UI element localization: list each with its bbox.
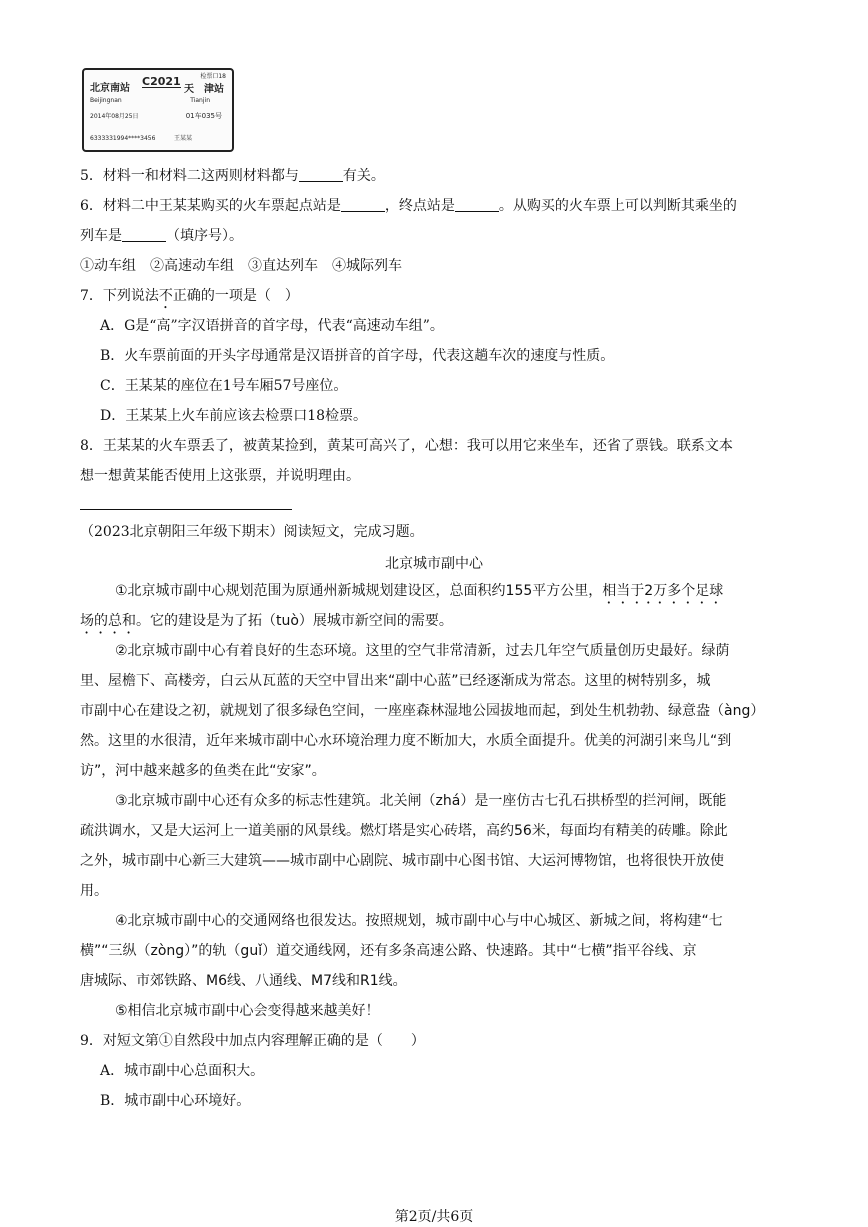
q6-text-b: ，终点站是 bbox=[384, 198, 455, 214]
article-p2-line1: ②北京城市副中心有着良好的生态环境。这里的空气非常清新，过去几年空气质量创历史最好。绿荫 bbox=[115, 643, 730, 659]
q6-options: ①动车组 ②高速动车组 ③直达列车 ④城际列车 bbox=[80, 258, 402, 274]
article-p3-line4: 用。 bbox=[80, 883, 108, 899]
q5-text-end: 有关。 bbox=[342, 168, 385, 184]
q9-option-b: B．城市副中心环境好。 bbox=[100, 1093, 251, 1109]
q7-option-a: A．G是“高”字汉语拼音的首字母，代表“高速动车组”。 bbox=[100, 318, 444, 334]
q6-text: 6．材料二中王某某购买的火车票起点站是 bbox=[80, 198, 341, 214]
q7-option-b: B．火车票前面的开头字母通常是汉语拼音的首字母，代表这趟车次的速度与性质。 bbox=[100, 348, 615, 364]
q6-line2-end: （填序号）。 bbox=[166, 228, 243, 244]
question-9: 9．对短文第①自然段中加点内容理解正确的是（ ） bbox=[80, 1033, 425, 1049]
ticket-passenger-name: 王某某 bbox=[173, 135, 192, 142]
article-p2-line5: 访”，河中越来越多的鱼类在此“安家”。 bbox=[80, 763, 326, 779]
article-p4-line2: 横”“三纵（zòng）”的轨（guǐ）道交通线网，还有多条高速公路、快速路。其中“七横”指平谷线、京 bbox=[80, 943, 697, 959]
answer-blank bbox=[455, 197, 499, 212]
question-6 bbox=[80, 197, 737, 215]
article-p4-line1: ④北京城市副中心的交通网络也很发达。按照规划，城市副中心与中心城区、新城之间，将构建“七 bbox=[115, 913, 723, 929]
article-p2-line3: 市副中心在建设之初，就规划了很多绿色空间，一座座森林湿地公园拔地而起，到处生机勃勃、绿意盎（àng） bbox=[80, 703, 765, 719]
ticket-id-number: 6333331994****3456 bbox=[90, 135, 156, 142]
q6-line2-text: 列车是 bbox=[80, 228, 122, 244]
article-p5: ⑤相信北京城市副中心会变得越来越美好！ bbox=[115, 1003, 380, 1019]
ticket-seat: 01车035号 bbox=[185, 112, 222, 120]
q7-stem-end: 正确的一项是（ ） bbox=[172, 288, 299, 304]
question-8-line2: 想一想黄某能否使用上这张票，并说明理由。 bbox=[80, 468, 360, 484]
q7-stem: 7．下列说法 bbox=[80, 288, 159, 304]
q7-option-c: C．王某某的座位在1号车厢57号座位。 bbox=[100, 378, 348, 394]
article-p1-line2 bbox=[80, 612, 453, 637]
article-p3-line3: 之外，城市副中心新三大建筑——城市副中心剧院、城市副中心图书馆、大运河博物馆，也将很快开放使 bbox=[80, 853, 724, 869]
ticket-from-pinyin: Beijingnan bbox=[90, 97, 122, 104]
p1-emphasis: 相当于2万多个足球 bbox=[602, 583, 724, 599]
p1-text: ①北京城市副中心规划范围为原通州新城规划建设区，总面积约155平方公里， bbox=[115, 583, 603, 599]
article-p2-line4: 然。这里的水很清，近年来城市副中心水环境治理力度不断加大，水质全面提升。优美的河湖引来鸟儿“到 bbox=[80, 733, 732, 749]
ticket-to-pinyin: Tianjin bbox=[190, 97, 210, 104]
q7-option-d: D．王某某上火车前应该去检票口18检票。 bbox=[100, 408, 368, 424]
train-ticket-image bbox=[82, 68, 234, 152]
article-p3-line2: 疏洪调水，又是大运河上一道美丽的风景线。燃灯塔是实心砖塔，高约56米，每面均有精美的砖雕。除此 bbox=[80, 823, 728, 839]
ticket-to: 天 津站 bbox=[184, 84, 224, 95]
p1-emphasis-end: 场的总和 bbox=[80, 613, 136, 629]
q5-text: 5．材料一和材料二这两则材料都与 bbox=[80, 168, 299, 184]
article-p2-line2: 里、屋檐下、高楼旁，白云从瓦蓝的天空中冒出来“副中心蓝”已经逐渐成为常态。这里的树特别多，城 bbox=[80, 673, 711, 689]
page-number: 第2页/共6页 bbox=[394, 1209, 474, 1225]
ticket-train-number: C2021 bbox=[142, 75, 181, 88]
answer-blank bbox=[299, 167, 343, 182]
article-p3-line1: ③北京城市副中心还有众多的标志性建筑。北关闸（zhá）是一座仿古七孔石拱桥型的拦河闸，既能 bbox=[115, 793, 727, 809]
question-6-line2 bbox=[80, 227, 243, 245]
article-p4-line3: 唐城际、市郊铁路、M6线、八通线、M7线和R1线。 bbox=[80, 973, 407, 989]
q9-option-a: A．城市副中心总面积大。 bbox=[100, 1063, 265, 1079]
question-8-line1: 8．王某某的火车票丢了，被黄某捡到，黄某可高兴了，心想：我可以用它来坐车，还省了票钱。联系文本 bbox=[80, 438, 733, 454]
q6-text-c: 。从购买的火车票上可以判断其乘坐的 bbox=[498, 198, 737, 214]
article-p1-line1 bbox=[115, 582, 723, 607]
question-5 bbox=[80, 167, 385, 185]
q7-emphasis: 不 bbox=[158, 288, 173, 304]
reading-intro: （2023北京朝阳三年级下期末）阅读短文，完成习题。 bbox=[80, 524, 424, 540]
ticket-from: 北京南站 bbox=[90, 83, 130, 94]
answer-blank bbox=[341, 197, 385, 212]
section-divider bbox=[80, 509, 292, 510]
answer-blank bbox=[122, 227, 166, 242]
ticket-gate: 检票口18 bbox=[200, 73, 226, 80]
ticket-date: 2014年08月25日 bbox=[90, 113, 139, 120]
question-7 bbox=[80, 287, 299, 312]
article-title: 北京城市副中心 bbox=[385, 556, 483, 572]
p1-text-end: 。它的建设是为了拓（tuò）展城市新空间的需要。 bbox=[136, 613, 453, 629]
